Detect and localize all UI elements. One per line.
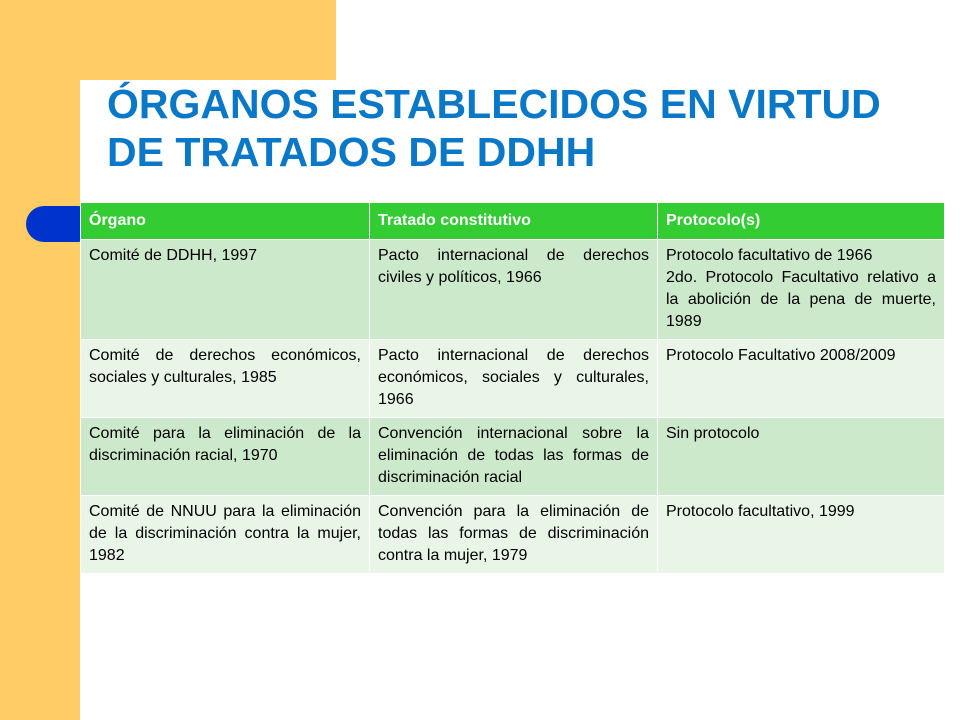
cell-protocolo [658, 240, 945, 340]
cell-organo: Comité de NNUU para la eliminación de la discriminación contra la mujer, 1982 [81, 496, 370, 574]
protocol-line: 2do. Protocolo Facultativo relativo a la abolición de la pena de muerte, 1989 [666, 269, 936, 330]
decorative-top-block [80, 0, 336, 80]
table-header-row [81, 203, 945, 240]
header-organo: Órgano [81, 203, 370, 240]
cell-tratado: Pacto internacional de derechos civiles y políticos, 1966 [370, 240, 658, 340]
cell-protocolo [658, 496, 945, 574]
table-row [81, 340, 945, 418]
table-row [81, 496, 945, 574]
treaty-bodies-table [80, 202, 945, 574]
protocol-line: Protocolo facultativo de 1966 [666, 247, 873, 264]
cell-organo: Comité de DDHH, 1997 [81, 240, 370, 340]
decorative-left-band [0, 0, 80, 720]
cell-tratado: Convención para la eliminación de todas las formas de discriminación contra la mujer, 1979 [370, 496, 658, 574]
cell-protocolo [658, 340, 945, 418]
table-row [81, 418, 945, 496]
header-protocolo: Protocolo(s) [658, 203, 945, 240]
protocol-line: Protocolo Facultativo 2008/2009 [666, 347, 896, 364]
header-tratado: Tratado constitutivo [370, 203, 658, 240]
cell-organo: Comité de derechos económicos, sociales y culturales, 1985 [81, 340, 370, 418]
cell-protocolo [658, 418, 945, 496]
slide-title: ÓRGANOS ESTABLECIDOS EN VIRTUD DE TRATADOS DE DDHH [107, 81, 881, 175]
protocol-line: Protocolo facultativo, 1999 [666, 503, 855, 520]
table-row [81, 240, 945, 340]
cell-organo: Comité para la eliminación de la discriminación racial, 1970 [81, 418, 370, 496]
cell-tratado: Convención internacional sobre la eliminación de todas las formas de discriminación racial [370, 418, 658, 496]
protocol-line: Sin protocolo [666, 425, 760, 442]
cell-tratado: Pacto internacional de derechos económicos, sociales y culturales, 1966 [370, 340, 658, 418]
